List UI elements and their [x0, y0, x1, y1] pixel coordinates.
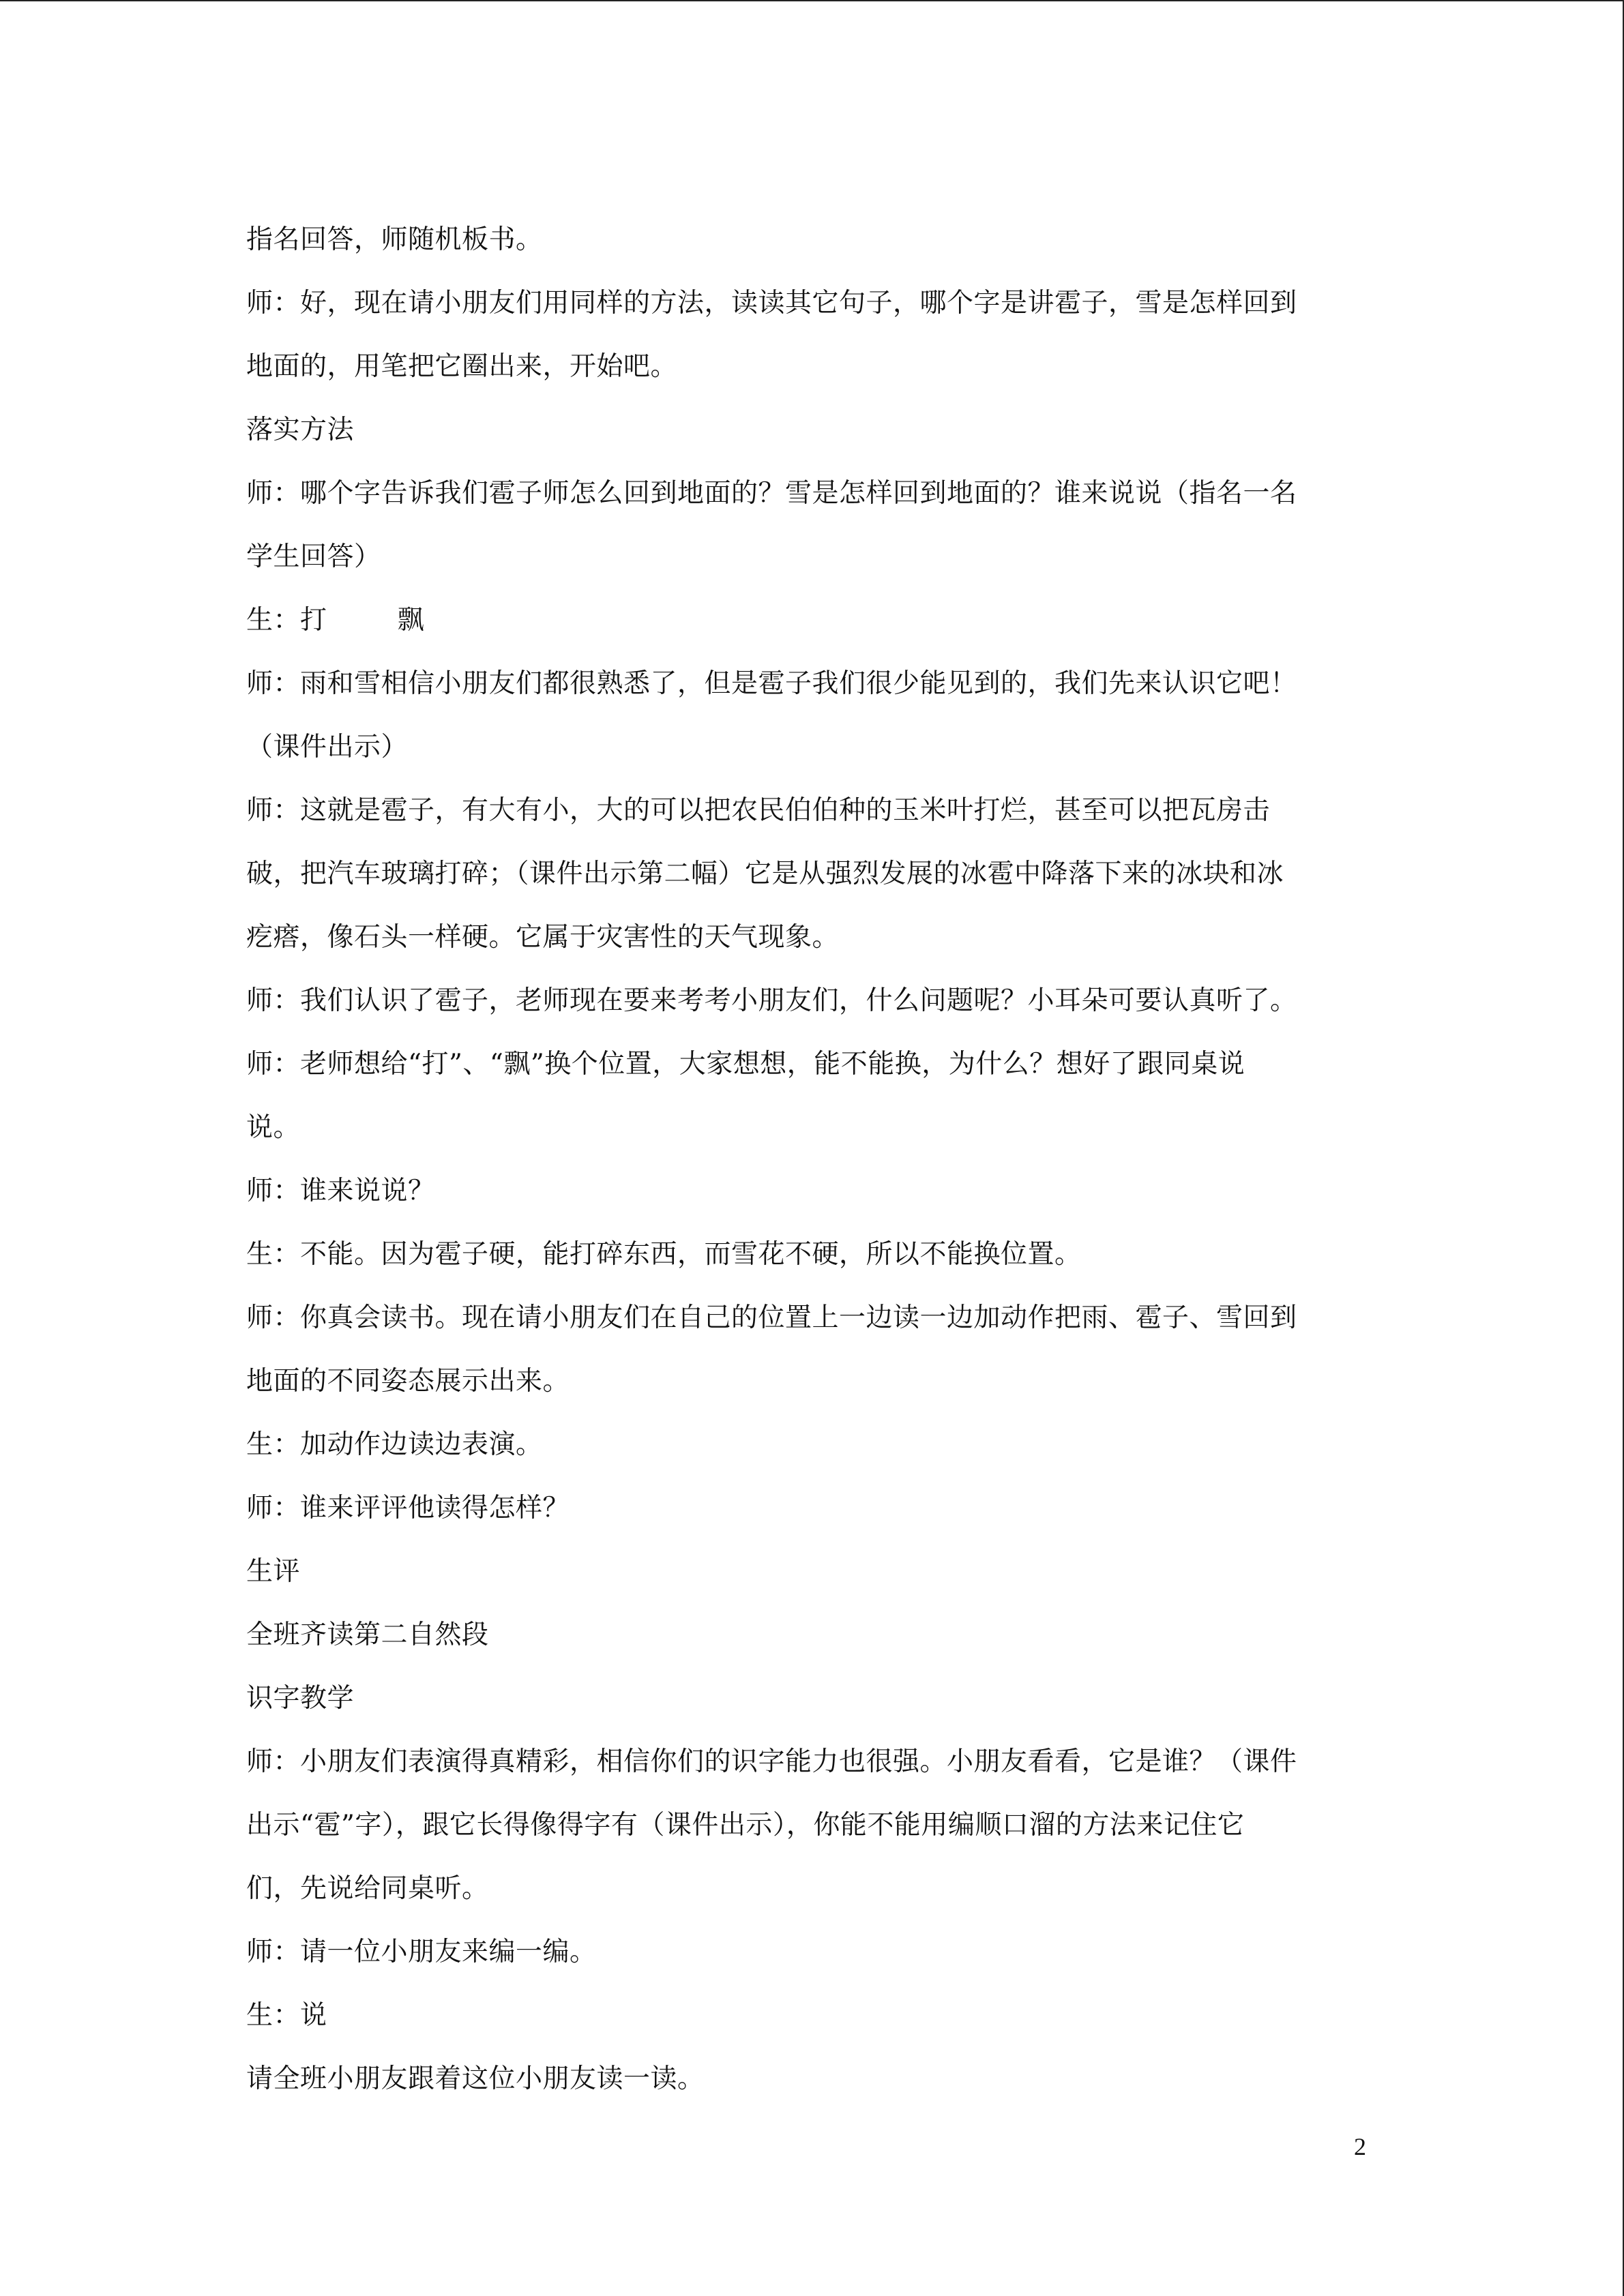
text-line: 说。	[246, 1112, 301, 1143]
text-line: 师：请一位小朋友来编一编。	[246, 1937, 597, 1967]
text-line: 落实方法	[246, 415, 355, 445]
page-number: 2	[1354, 2133, 1366, 2160]
text-line: 师：这就是雹子，有大有小，大的可以把农民伯伯种的玉米叶打烂，甚至可以把瓦房击	[246, 795, 1271, 826]
text-line: （课件出示）	[246, 732, 409, 762]
text-line: 师：小朋友们表演得真精彩，相信你们的识字能力也很强。小朋友看看，它是谁？（课件	[246, 1746, 1297, 1777]
text-line: 地面的，用笔把它圈出来，开始吧。	[246, 351, 678, 382]
text-line: 师：谁来说说？	[246, 1176, 435, 1206]
text-line: 出示“雹”字），跟它长得像得字有（课件出示），你能不能用编顺口溜的方法来记住它	[246, 1810, 1245, 1840]
text-line: 师：老师想给“打”、“飘”换个位置，大家想想，能不能换，为什么？想好了跟同桌说	[246, 1049, 1245, 1079]
text-line: 生：加动作边读边表演。	[246, 1429, 543, 1460]
text-line: 师：好，现在请小朋友们用同样的方法，读读其它句子，哪个字是讲雹子，雪是怎样回到	[246, 288, 1297, 318]
text-line: 指名回答，师随机板书。	[246, 224, 543, 255]
text-line: 师：哪个字告诉我们雹子师怎么回到地面的？雪是怎样回到地面的？谁来说说（指名一名	[246, 478, 1297, 509]
text-line: 师：你真会读书。现在请小朋友们在自己的位置上一边读一边加动作把雨、雹子、雪回到	[246, 1302, 1297, 1333]
text-line: 全班齐读第二自然段	[246, 1620, 489, 1650]
text-line: 地面的不同姿态展示出来。	[246, 1366, 570, 1397]
text-line: 疙瘩，像石头一样硬。它属于灾害性的天气现象。	[246, 922, 840, 953]
text-line: 生评	[246, 1556, 301, 1587]
text-line: 生：说	[246, 2000, 327, 2031]
text-line: 识字教学	[246, 1683, 355, 1714]
text-line: 生：不能。因为雹子硬，能打碎东西，而雪花不硬，所以不能换位置。	[246, 1239, 1082, 1270]
text-line: 们，先说给同桌听。	[246, 1873, 489, 1904]
text-line: 破，把汽车玻璃打碎；（课件出示第二幅）它是从强烈发展的冰雹中降落下来的冰块和冰	[246, 859, 1284, 889]
text-line: 师：谁来评评他读得怎样？	[246, 1493, 570, 1523]
text-line: 师：我们认识了雹子，老师现在要来考考小朋友们，什么问题呢？小耳朵可要认真听了。	[246, 985, 1297, 1016]
text-line: 学生回答）	[246, 541, 381, 572]
document-body	[246, 208, 1378, 2111]
text-line: 请全班小朋友跟着这位小朋友读一读。	[246, 2063, 705, 2094]
text-line: 师：雨和雪相信小朋友们都很熟悉了，但是雹子我们很少能见到的，我们先来认识它吧！	[246, 668, 1297, 699]
text-line: 生：打 飘	[246, 605, 425, 636]
